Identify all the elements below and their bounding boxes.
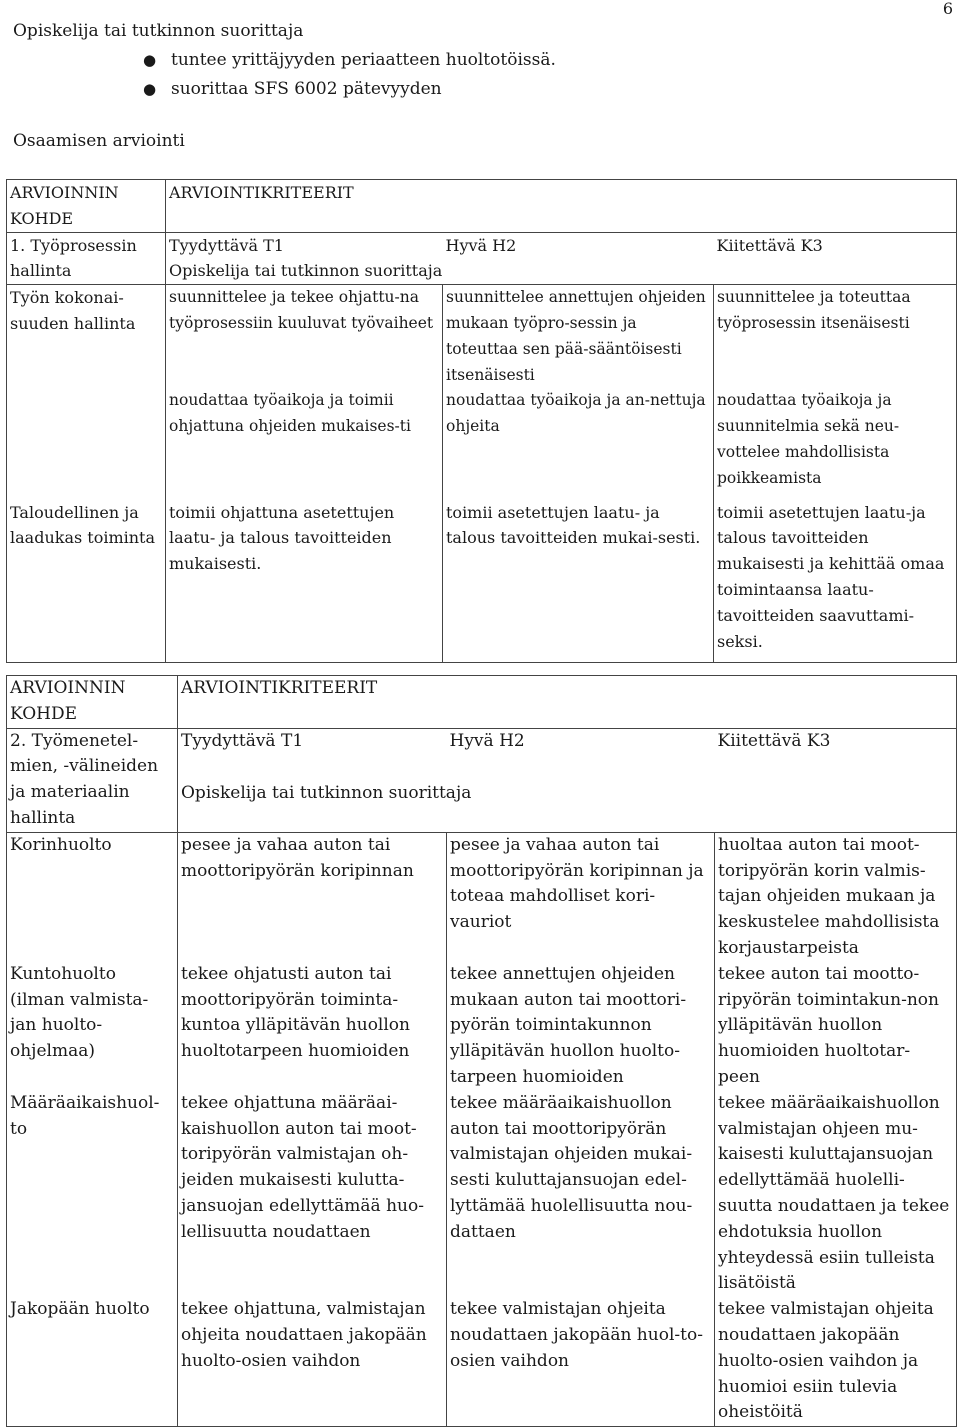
criteria-header-cell: ARVIOINTIKRITEERIT <box>181 678 378 698</box>
k3-criteria-cell: tekee valmistajan ohjeita noudattaen jakopään huolto-osien vaihdon ja huomioi esiin tulevia oheistöitä <box>718 1299 934 1423</box>
k3-criteria-cell: toimii asetettujen laatu-ja talous tavoitteiden mukaisesti ja kehittää omaa toimintaansa laatu-tavoitteiden saavuttami-seksi. <box>717 502 945 651</box>
t1-criteria-cell: toimii ohjattuna asetettujen laatu- ja talous tavoitteiden mukaisesti. <box>166 500 443 663</box>
level-header-row <box>7 728 957 781</box>
t1-criteria-cell: pesee ja vahaa auton tai moottoripyörän koripinnan <box>178 832 447 961</box>
list-item <box>143 47 913 76</box>
target-header-cell: ARVIOINNIN KOHDE <box>7 676 178 729</box>
row-label-cell: Työn kokonai-suuden hallinta <box>7 285 166 500</box>
row-label-cell: Korinhuolto <box>7 832 178 961</box>
row-label-cell: Määräaikaishuol-to <box>7 1091 178 1297</box>
h2-criteria-cell: suunnittelee annettujen ohjeiden mukaan työpro-sessin ja toteuttaa sen pää-sääntöisesti itsenäisesti <box>443 285 714 389</box>
k3-criteria-cell: noudattaa työaikoja ja suunnitelmia sekä neu-vottelee mahdollisista poikkeamista <box>717 391 900 487</box>
intro-heading: Opiskelija tai tutkinnon suorittaja <box>13 21 304 41</box>
level-t1-header: Tyydyttävä T1 <box>166 232 443 258</box>
row-label-cell: Taloudellinen ja laadukas toiminta <box>7 500 166 663</box>
h2-criteria-cell: pesee ja vahaa auton tai moottoripyörän koripinnan ja toteaa mahdolliset kori-vauriot <box>447 832 715 961</box>
assessment-target-cell: 1. Työprosessin hallinta <box>7 232 166 285</box>
t1-criteria-cell: tekee ohjatusti auton tai moottoripyörän toiminta-kuntoa ylläpitävän huollon huoltotarpeen huomioiden <box>178 962 447 1091</box>
row-label-cell: Kuntohuolto (ilman valmista-jan huolto-ohjelmaa) <box>7 962 178 1091</box>
t1-criteria-cell: tekee ohjattuna, valmistajan ohjeita noudattaen jakopään huolto-osien vaihdon <box>178 1297 447 1426</box>
assessment-table-2 <box>6 675 957 1427</box>
level-h2-header: Hyvä H2 <box>447 728 715 781</box>
level-header-row <box>7 232 957 258</box>
table-row <box>7 1091 957 1297</box>
h2-criteria-cell: tekee annettujen ohjeiden mukaan auton tai moottori-pyörän toimintakunnon ylläpitävän huollon huolto-tarpeen huomioiden <box>447 962 715 1091</box>
list-item-text: tuntee yrittäjyyden periaatteen huoltotöissä. <box>171 49 556 70</box>
h2-criteria-cell: tekee määräaikaishuollon auton tai moottoripyörän valmistajan ohjeiden mukai-sesti kuluttajansuojan edel-lyttämää huolellisuutta nou-dattaen <box>447 1091 715 1297</box>
table-row <box>7 1297 957 1426</box>
level-t1-header: Tyydyttävä T1 <box>178 728 447 781</box>
subject-cell: Opiskelija tai tutkinnon suorittaja <box>169 261 443 281</box>
page-number: 6 <box>942 0 953 18</box>
section-title: Osaamisen arviointi <box>13 131 185 151</box>
t1-criteria-cell: tekee ohjattuna määräai-kaishuollon auton tai moot-toripyörän valmistajan oh-jeiden mukaisesti kulutta-jansuojan edellyttämää huo-lellisuutta noudattaen <box>178 1091 447 1297</box>
k3-criteria-cell: huoltaa auton tai moot-toripyörän korin valmis-tajan ohjeiden mukaan ja keskustelee mahdollisista korjaustarpeista <box>715 832 957 961</box>
table-row <box>7 962 957 1091</box>
subject-cell: Opiskelija tai tutkinnon suorittaja <box>181 782 472 803</box>
list-item <box>143 76 913 105</box>
k3-criteria-cell: tekee auton tai mootto-ripyörän toimintakun-non ylläpitävän huollon huomioiden huoltotar-peen <box>718 963 939 1087</box>
table-row <box>7 285 957 389</box>
bullet-icon: ● <box>143 50 157 69</box>
table-header-row <box>7 676 957 729</box>
table-row <box>7 500 957 663</box>
h2-criteria-cell: noudattaa työaikoja ja an-nettuja ohjeita <box>443 388 714 499</box>
h2-criteria-cell: toimii asetettujen laatu- ja talous tavoitteiden mukai-sesti. <box>443 500 714 663</box>
list-item-text: suorittaa SFS 6002 pätevyyden <box>171 78 442 99</box>
k3-criteria-cell: tekee määräaikaishuollon valmistajan ohjeen mu-kaisesti kuluttajansuojan edellyttämää huolelli-suutta noudattaen ja tekee ehdotuksia huollon yhteydessä esiin tulleista lisätöistä <box>718 1092 950 1294</box>
level-h2-header: Hyvä H2 <box>443 232 714 258</box>
table-header-row <box>7 180 957 233</box>
level-k3-header: Kiitettävä K3 <box>714 232 957 258</box>
bullet-icon: ● <box>143 79 157 98</box>
k3-criteria-cell: suunnittelee ja toteuttaa työprosessin itsenäisesti <box>714 285 957 389</box>
h2-criteria-cell: tekee valmistajan ohjeita noudattaen jakopään huol-to-osien vaihdon <box>447 1297 715 1426</box>
table-row <box>7 832 957 961</box>
intro-bullet-list <box>13 47 913 105</box>
assessment-target-cell: 2. Työmenetel-mien, -välineiden ja materiaalin hallinta <box>7 728 178 832</box>
intro-block <box>13 19 913 105</box>
assessment-table-1 <box>6 179 957 663</box>
t1-criteria-cell: suunnittelee ja tekee ohjattu-na työprosessiin kuuluvat työvaiheet <box>166 285 443 389</box>
criteria-header-cell: ARVIOINTIKRITEERIT <box>169 183 354 202</box>
target-header-cell: ARVIOINNIN KOHDE <box>7 180 166 233</box>
row-label-cell: Jakopään huolto <box>7 1297 178 1426</box>
t1-criteria-cell: noudattaa työaikoja ja toimii ohjattuna ohjeiden mukaises-ti <box>166 388 443 499</box>
level-k3-header: Kiitettävä K3 <box>715 728 957 781</box>
